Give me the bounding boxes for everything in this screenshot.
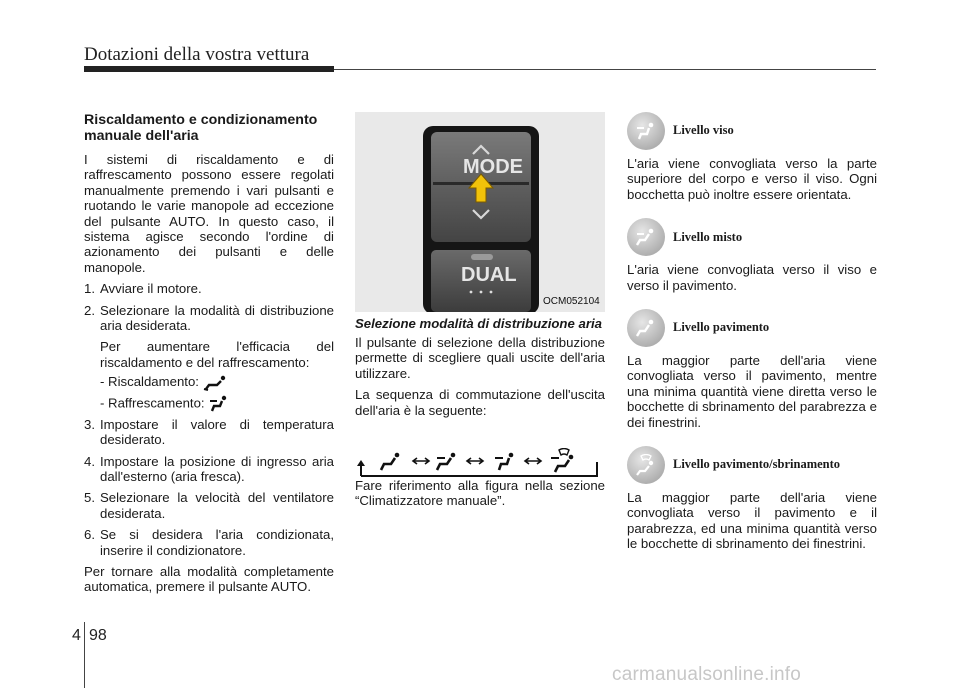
floor-defrost-icon: [551, 449, 573, 473]
section-heading: Riscaldamento e condizionamento manuale dell'aria: [84, 112, 318, 144]
step-4: 4. Impostare la posizione di ingresso aria dall'esterno (aria fresca).: [84, 453, 334, 485]
step-3: 3. Impostare il valore di temperatura desiderato.: [84, 416, 334, 448]
floor-mode-icon: [203, 375, 227, 391]
arrow-icon: [525, 458, 541, 464]
dual-button-label: DUAL: [461, 264, 517, 286]
face-level-text: L'aria viene convogliata verso la parte superiore del corpo e verso il viso. Ogni bocchetta può inoltre essere orientata.: [627, 156, 877, 202]
face-mode-icon: [208, 395, 230, 413]
mode-sequence-diagram: [355, 448, 605, 478]
step-2-note: Per aumentare l'efficacia del riscaldamento e del raffrescamento:: [100, 339, 334, 370]
watermark: carmanualsonline.info: [612, 664, 802, 685]
middle-paragraph-2: La sequenza di commutazione dell'uscita dell'aria è la seguente:: [355, 387, 605, 418]
floor-level-icon: [627, 309, 665, 347]
mode-button-label: MODE: [463, 156, 523, 178]
heating-line: - Riscaldamento:: [84, 374, 334, 391]
section-title: Selezione modalità di distribuzione aria: [355, 316, 602, 331]
step-2: 2. Selezionare la modalità di distribuzione aria desiderata.: [84, 302, 334, 334]
page-header-title: Dotazioni della vostra vettura: [84, 44, 310, 65]
step-5: 5. Selezionare la velocità del ventilatore desiderata.: [84, 490, 334, 521]
bi-level-text: L'aria viene convogliata verso il viso e verso il pavimento.: [627, 262, 877, 293]
floor-level-text: La maggior parte dell'aria viene convogliata verso il pavimento, mentre una minima quantità viene diretta verso le bocchette di sbrinamento del parabrezza e dei finestrini.: [627, 353, 877, 430]
page-number: 98: [89, 627, 107, 644]
column-middle: [355, 316, 605, 515]
mode-floor-defrost: Livello pavimento/sbrinamento: [627, 446, 877, 484]
outro-paragraph: Per tornare alla modalità completamente automatica, premere il pulsante AUTO.: [84, 564, 334, 595]
header-rule: [334, 69, 876, 70]
figure-code: OCM052104: [543, 296, 600, 307]
floor-defrost-icon: [627, 446, 665, 484]
floor-mode-icon: [381, 453, 399, 470]
bi-level-icon: [627, 218, 665, 256]
mode-face-level: Livello viso: [627, 112, 877, 150]
step-1: 1. Avviare il motore.: [84, 281, 202, 297]
mode-control-photo: [355, 112, 605, 312]
step-6: 6. Se si desidera l'aria condizionata, inserire il condizionatore.: [84, 527, 334, 558]
mode-floor-level: Livello pavimento: [627, 309, 877, 347]
mode-bi-level: Livello misto: [627, 218, 877, 256]
middle-paragraph-3: Fare riferimento alla figura nella sezione “Climatizzatore manuale”.: [355, 478, 605, 509]
bi-level-icon: [437, 453, 455, 470]
middle-paragraph-1: Il pulsante di selezione della distribuzione permette di scegliere quali uscite dell'aria utilizzare.: [355, 335, 605, 381]
floor-defrost-text: La maggior parte dell'aria viene convogliata verso il pavimento e il parabrezza, ed una minima quantità verso le bocchette di sbrinamento dei finestrini.: [627, 490, 877, 552]
face-level-icon: [495, 453, 513, 470]
face-level-icon: [627, 112, 665, 150]
arrow-icon: [467, 458, 483, 464]
footer-divider: [84, 622, 85, 688]
cooling-line: - Raffrescamento:: [84, 395, 334, 413]
intro-paragraph: I sistemi di riscaldamento e di raffrescamento possono essere regolati manualmente premendo i vari pulsanti e ruotando le varie manopole ad eccezione del pulsante AUTO. In questo caso, il sistema agisce secondo l'ordine di azionamento dei pulsanti e delle manopole.: [84, 152, 334, 275]
column-left: [84, 112, 334, 601]
header-bar: [84, 66, 334, 72]
chapter-number: 4: [72, 627, 81, 644]
arrow-icon: [413, 458, 429, 464]
column-right: [627, 112, 877, 558]
